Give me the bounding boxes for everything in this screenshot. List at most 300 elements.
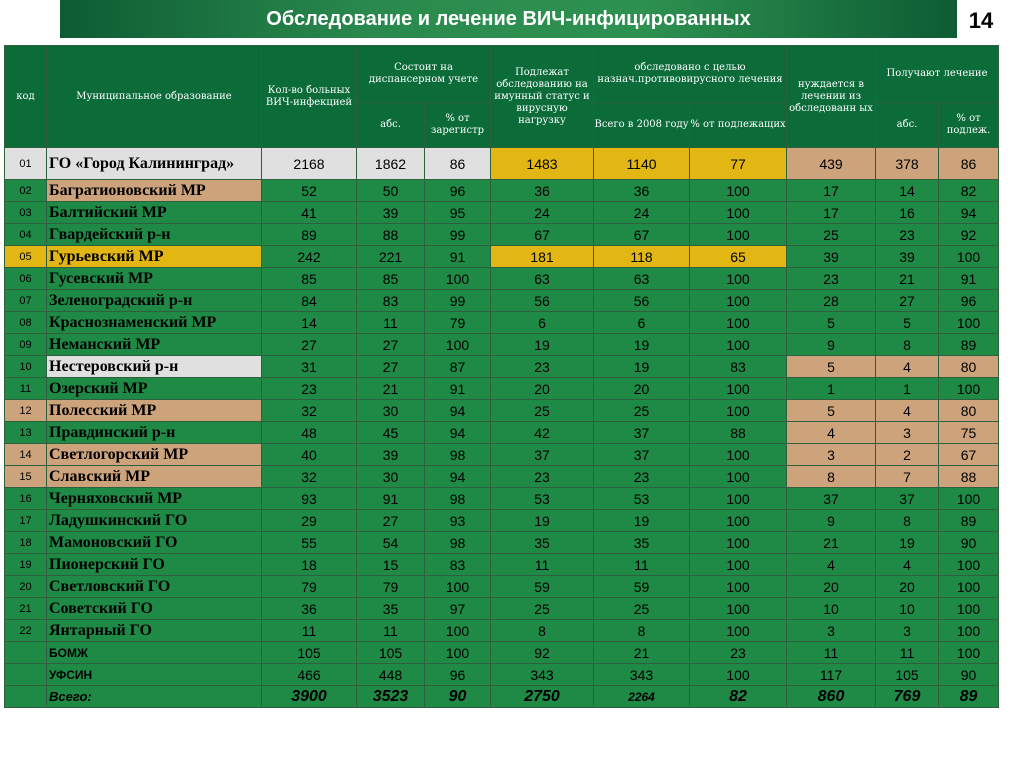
row-value: 100 — [690, 202, 787, 224]
row-value: 31 — [262, 356, 357, 378]
row-value: 79 — [425, 312, 491, 334]
row-value: 6 — [594, 312, 690, 334]
row-value: 4 — [876, 554, 939, 576]
row-value: 82 — [939, 180, 999, 202]
row-value: 100 — [690, 400, 787, 422]
table-row — [5, 400, 999, 422]
row-value: 35 — [357, 598, 425, 620]
row-value: 23 — [594, 466, 690, 488]
row-value: 24 — [594, 202, 690, 224]
row-value: 93 — [425, 510, 491, 532]
row-value: 3900 — [262, 686, 357, 708]
row-value: 100 — [425, 268, 491, 290]
row-value: 25 — [491, 400, 594, 422]
row-value: 118 — [594, 246, 690, 268]
row-value: 100 — [690, 180, 787, 202]
row-value: 84 — [262, 290, 357, 312]
row-value: 67 — [594, 224, 690, 246]
table-row — [5, 334, 999, 356]
row-name: Гусевский МР — [47, 268, 262, 290]
table-row — [5, 444, 999, 466]
row-value: 79 — [262, 576, 357, 598]
row-value: 67 — [491, 224, 594, 246]
row-value: 39 — [357, 444, 425, 466]
row-value: 29 — [262, 510, 357, 532]
header-receive-pct: % от подлеж. — [939, 103, 999, 148]
row-value: 10 — [876, 598, 939, 620]
table-row — [5, 686, 999, 708]
row-value: 11 — [357, 620, 425, 642]
row-value: 37 — [876, 488, 939, 510]
row-value: 4 — [876, 356, 939, 378]
row-value: 94 — [939, 202, 999, 224]
row-value: 20 — [594, 378, 690, 400]
row-value: 99 — [425, 224, 491, 246]
row-code: 05 — [5, 246, 47, 268]
row-value: 98 — [425, 444, 491, 466]
row-value: 100 — [690, 224, 787, 246]
row-value: 48 — [262, 422, 357, 444]
row-code: 12 — [5, 400, 47, 422]
row-value: 221 — [357, 246, 425, 268]
row-value: 2264 — [594, 686, 690, 708]
row-value: 2 — [876, 444, 939, 466]
row-name: Янтарный ГО — [47, 620, 262, 642]
row-value: 100 — [690, 620, 787, 642]
row-name: УФСИН — [47, 664, 262, 686]
row-value: 88 — [690, 422, 787, 444]
row-value: 35 — [491, 532, 594, 554]
row-code: 22 — [5, 620, 47, 642]
row-value: 21 — [876, 268, 939, 290]
row-value: 91 — [425, 378, 491, 400]
row-value: 85 — [262, 268, 357, 290]
row-value: 11 — [491, 554, 594, 576]
row-value: 20 — [876, 576, 939, 598]
row-name: Неманский МР — [47, 334, 262, 356]
row-value: 17 — [787, 180, 876, 202]
row-code: 03 — [5, 202, 47, 224]
row-name: Черняховский МР — [47, 488, 262, 510]
table-row — [5, 598, 999, 620]
row-value: 52 — [262, 180, 357, 202]
row-code: 16 — [5, 488, 47, 510]
row-value: 19 — [491, 510, 594, 532]
row-code — [5, 642, 47, 664]
row-value: 87 — [425, 356, 491, 378]
row-value: 99 — [425, 290, 491, 312]
row-value: 96 — [425, 664, 491, 686]
row-value: 100 — [690, 510, 787, 532]
row-code: 08 — [5, 312, 47, 334]
row-code: 15 — [5, 466, 47, 488]
row-value: 2750 — [491, 686, 594, 708]
row-value: 11 — [787, 642, 876, 664]
row-value: 93 — [262, 488, 357, 510]
row-value: 89 — [939, 510, 999, 532]
row-value: 23 — [876, 224, 939, 246]
row-value: 100 — [939, 488, 999, 510]
table-row — [5, 378, 999, 400]
row-value: 25 — [787, 224, 876, 246]
row-value: 88 — [357, 224, 425, 246]
row-value: 466 — [262, 664, 357, 686]
row-value: 90 — [939, 664, 999, 686]
row-value: 94 — [425, 400, 491, 422]
row-value: 3 — [876, 422, 939, 444]
row-value: 100 — [939, 378, 999, 400]
row-name: Полесский МР — [47, 400, 262, 422]
row-value: 100 — [939, 598, 999, 620]
row-value: 79 — [357, 576, 425, 598]
row-code: 13 — [5, 422, 47, 444]
row-value: 90 — [939, 532, 999, 554]
row-name: Всего: — [47, 686, 262, 708]
row-value: 100 — [690, 378, 787, 400]
row-value: 23 — [690, 642, 787, 664]
header-receive: Получают лечение — [876, 46, 999, 103]
row-value: 15 — [357, 554, 425, 576]
row-code: 09 — [5, 334, 47, 356]
row-value: 94 — [425, 422, 491, 444]
row-code — [5, 664, 47, 686]
row-value: 105 — [876, 664, 939, 686]
row-value: 36 — [594, 180, 690, 202]
row-value: 86 — [425, 148, 491, 180]
slide-title: Обследование и лечение ВИЧ-инфицированных — [60, 0, 957, 38]
row-value: 19 — [491, 334, 594, 356]
row-code: 02 — [5, 180, 47, 202]
row-value: 7 — [876, 466, 939, 488]
row-value: 36 — [262, 598, 357, 620]
row-value: 25 — [491, 598, 594, 620]
row-code: 11 — [5, 378, 47, 400]
table-row — [5, 356, 999, 378]
row-code: 06 — [5, 268, 47, 290]
header-dispensary-pct: % от зарегистр — [425, 103, 491, 148]
table-row — [5, 268, 999, 290]
row-value: 30 — [357, 400, 425, 422]
row-value: 88 — [939, 466, 999, 488]
row-code: 19 — [5, 554, 47, 576]
header-dispensary-abs: абс. — [357, 103, 425, 148]
row-value: 83 — [357, 290, 425, 312]
row-value: 1862 — [357, 148, 425, 180]
row-value: 100 — [690, 664, 787, 686]
row-value: 11 — [594, 554, 690, 576]
row-value: 86 — [939, 148, 999, 180]
row-value: 27 — [876, 290, 939, 312]
row-value: 100 — [939, 246, 999, 268]
row-value: 56 — [594, 290, 690, 312]
row-value: 860 — [787, 686, 876, 708]
row-value: 14 — [262, 312, 357, 334]
row-value: 37 — [594, 444, 690, 466]
row-value: 35 — [594, 532, 690, 554]
row-value: 23 — [491, 356, 594, 378]
row-name: ГО «Город Калининград» — [47, 148, 262, 180]
row-value: 24 — [491, 202, 594, 224]
row-value: 97 — [425, 598, 491, 620]
row-value: 4 — [787, 422, 876, 444]
row-value: 80 — [939, 400, 999, 422]
row-value: 439 — [787, 148, 876, 180]
row-value: 54 — [357, 532, 425, 554]
row-value: 343 — [594, 664, 690, 686]
row-value: 91 — [425, 246, 491, 268]
row-value: 92 — [939, 224, 999, 246]
row-value: 100 — [690, 268, 787, 290]
row-value: 100 — [690, 334, 787, 356]
row-value: 21 — [787, 532, 876, 554]
table-row — [5, 312, 999, 334]
row-value: 98 — [425, 488, 491, 510]
row-value: 67 — [939, 444, 999, 466]
row-value: 343 — [491, 664, 594, 686]
row-value: 117 — [787, 664, 876, 686]
table-row — [5, 148, 999, 180]
row-value: 55 — [262, 532, 357, 554]
row-name: Правдинский р-н — [47, 422, 262, 444]
table-row — [5, 180, 999, 202]
row-name: Ладушкинский ГО — [47, 510, 262, 532]
row-value: 4 — [787, 554, 876, 576]
row-value: 23 — [262, 378, 357, 400]
row-value: 39 — [876, 246, 939, 268]
row-value: 19 — [876, 532, 939, 554]
row-value: 100 — [939, 620, 999, 642]
page-number: 14 — [968, 8, 994, 33]
row-value: 96 — [425, 180, 491, 202]
row-value: 6 — [491, 312, 594, 334]
row-value: 42 — [491, 422, 594, 444]
row-value: 27 — [357, 334, 425, 356]
row-value: 5 — [876, 312, 939, 334]
row-value: 37 — [594, 422, 690, 444]
row-name: Мамоновский ГО — [47, 532, 262, 554]
table-row — [5, 576, 999, 598]
row-value: 39 — [357, 202, 425, 224]
row-value: 80 — [939, 356, 999, 378]
header-municipality: Муниципальное образование — [47, 46, 262, 148]
row-value: 65 — [690, 246, 787, 268]
row-value: 4 — [876, 400, 939, 422]
table-row — [5, 224, 999, 246]
row-value: 8 — [491, 620, 594, 642]
row-value: 25 — [594, 400, 690, 422]
row-value: 63 — [491, 268, 594, 290]
row-value: 100 — [690, 444, 787, 466]
row-value: 16 — [876, 202, 939, 224]
row-value: 11 — [876, 642, 939, 664]
row-value: 32 — [262, 466, 357, 488]
header-need: нуждается в лечении из обследованн ых — [787, 46, 876, 148]
row-value: 20 — [787, 576, 876, 598]
row-value: 27 — [357, 356, 425, 378]
row-value: 95 — [425, 202, 491, 224]
header-examined-total: Всего в 2008 году — [594, 103, 690, 148]
row-value: 242 — [262, 246, 357, 268]
row-value: 19 — [594, 356, 690, 378]
row-value: 77 — [690, 148, 787, 180]
row-value: 8 — [876, 510, 939, 532]
table-row — [5, 422, 999, 444]
table-row — [5, 554, 999, 576]
row-code: 20 — [5, 576, 47, 598]
row-value: 96 — [939, 290, 999, 312]
row-value: 11 — [262, 620, 357, 642]
row-value: 105 — [357, 642, 425, 664]
row-value: 85 — [357, 268, 425, 290]
row-value: 3523 — [357, 686, 425, 708]
row-value: 181 — [491, 246, 594, 268]
row-value: 2168 — [262, 148, 357, 180]
row-value: 83 — [690, 356, 787, 378]
row-value: 82 — [690, 686, 787, 708]
row-value: 90 — [425, 686, 491, 708]
row-value: 92 — [491, 642, 594, 664]
row-value: 53 — [491, 488, 594, 510]
row-code: 07 — [5, 290, 47, 312]
row-value: 100 — [939, 576, 999, 598]
row-value: 378 — [876, 148, 939, 180]
row-value: 75 — [939, 422, 999, 444]
row-name: Нестеровский р-н — [47, 356, 262, 378]
row-value: 37 — [491, 444, 594, 466]
row-value: 89 — [262, 224, 357, 246]
row-value: 41 — [262, 202, 357, 224]
row-value: 94 — [425, 466, 491, 488]
row-value: 1483 — [491, 148, 594, 180]
row-value: 105 — [262, 642, 357, 664]
row-value: 100 — [690, 554, 787, 576]
row-value: 18 — [262, 554, 357, 576]
row-value: 56 — [491, 290, 594, 312]
row-value: 100 — [939, 642, 999, 664]
row-code: 18 — [5, 532, 47, 554]
row-value: 89 — [939, 334, 999, 356]
row-value: 100 — [425, 642, 491, 664]
row-value: 27 — [357, 510, 425, 532]
row-name: Славский МР — [47, 466, 262, 488]
row-value: 89 — [939, 686, 999, 708]
row-value: 28 — [787, 290, 876, 312]
table-row — [5, 290, 999, 312]
row-code: 04 — [5, 224, 47, 246]
hiv-table — [4, 45, 999, 708]
row-value: 32 — [262, 400, 357, 422]
row-code — [5, 686, 47, 708]
row-value: 10 — [787, 598, 876, 620]
row-value: 1 — [876, 378, 939, 400]
row-name: Светловский ГО — [47, 576, 262, 598]
row-value: 100 — [690, 466, 787, 488]
row-value: 21 — [357, 378, 425, 400]
row-name: Светлогорский МР — [47, 444, 262, 466]
row-code: 21 — [5, 598, 47, 620]
row-value: 40 — [262, 444, 357, 466]
header-code: код — [5, 46, 47, 148]
row-value: 83 — [425, 554, 491, 576]
table-row — [5, 466, 999, 488]
row-value: 39 — [787, 246, 876, 268]
row-value: 8 — [594, 620, 690, 642]
row-name: Советский ГО — [47, 598, 262, 620]
table-row — [5, 642, 999, 664]
row-name: Багратионовский МР — [47, 180, 262, 202]
row-value: 30 — [357, 466, 425, 488]
row-name: Зеленоградский р-н — [47, 290, 262, 312]
row-value: 5 — [787, 312, 876, 334]
row-value: 19 — [594, 334, 690, 356]
row-value: 100 — [690, 312, 787, 334]
row-value: 23 — [491, 466, 594, 488]
table-row — [5, 510, 999, 532]
row-value: 37 — [787, 488, 876, 510]
header-hiv-count: Кол-во больных ВИЧ-инфекцией — [262, 46, 357, 148]
row-value: 100 — [939, 312, 999, 334]
row-value: 9 — [787, 510, 876, 532]
row-code: 10 — [5, 356, 47, 378]
row-value: 19 — [594, 510, 690, 532]
table-row — [5, 532, 999, 554]
row-value: 8 — [876, 334, 939, 356]
row-value: 53 — [594, 488, 690, 510]
row-value: 21 — [594, 642, 690, 664]
row-code: 14 — [5, 444, 47, 466]
row-name: Гвардейский р-н — [47, 224, 262, 246]
row-value: 17 — [787, 202, 876, 224]
row-value: 59 — [594, 576, 690, 598]
row-value: 45 — [357, 422, 425, 444]
row-name: Гурьевский МР — [47, 246, 262, 268]
row-value: 8 — [787, 466, 876, 488]
table-row — [5, 246, 999, 268]
row-value: 100 — [690, 532, 787, 554]
row-value: 23 — [787, 268, 876, 290]
header-subject: Подлежат обследованию на имунный статус и вирусную нагрузку — [491, 46, 594, 148]
row-value: 25 — [594, 598, 690, 620]
row-value: 100 — [939, 554, 999, 576]
row-code: 01 — [5, 148, 47, 180]
row-value: 100 — [690, 598, 787, 620]
row-name: БОМЖ — [47, 642, 262, 664]
row-name: Краснознаменский МР — [47, 312, 262, 334]
row-value: 14 — [876, 180, 939, 202]
table-row — [5, 202, 999, 224]
row-value: 3 — [787, 620, 876, 642]
row-code: 17 — [5, 510, 47, 532]
row-value: 27 — [262, 334, 357, 356]
row-value: 63 — [594, 268, 690, 290]
header-examined-pct: % от подлежащих — [690, 103, 787, 148]
row-value: 100 — [425, 576, 491, 598]
row-value: 50 — [357, 180, 425, 202]
header-examined: обследовано с целью назнач.противовирусного лечения — [594, 46, 787, 103]
row-value: 448 — [357, 664, 425, 686]
row-value: 9 — [787, 334, 876, 356]
row-value: 100 — [425, 620, 491, 642]
row-value: 5 — [787, 400, 876, 422]
table-row — [5, 488, 999, 510]
table-row — [5, 664, 999, 686]
row-value: 91 — [939, 268, 999, 290]
row-value: 1 — [787, 378, 876, 400]
header-dispensary: Состоит на диспансерном учете — [357, 46, 491, 103]
row-value: 36 — [491, 180, 594, 202]
header-receive-abs: абс. — [876, 103, 939, 148]
row-value: 769 — [876, 686, 939, 708]
